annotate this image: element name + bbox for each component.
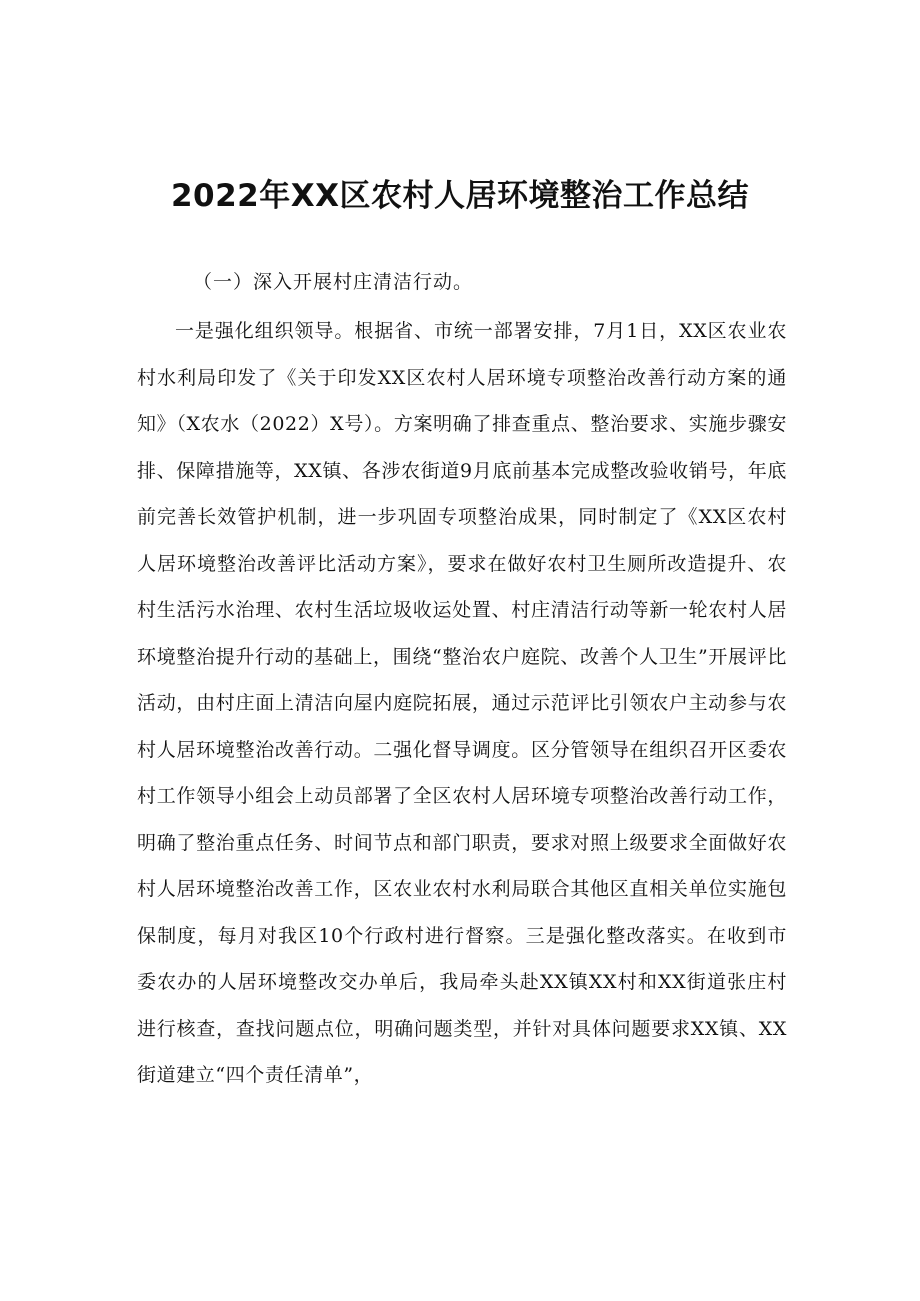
body-paragraph: 一是强化组织领导。根据省、市统一部署安排，7月1日，XX区农业农村水利局印发了《关于印发XX区农村人居环境专项整治改善行动方案的通知》（X农水（2022）X号）。方案明确了排查重点、整治要求、实施步骤安排、保障措施等，XX镇、各涉农街道9月底前基本完成整改验收销号，年底前完善长效管护机制，进一步巩固专项整治成果，同时制定了《XX区农村人居环境整治改善评比活动方案》，要求在做好农村卫生厕所改造提升、农村生活污水治理、农村生活垃圾收运处置、村庄清洁行动等新一轮农村人居环境整治提升行动的基础上，围绕“整治农户庭院、改善个人卫生”开展评比活动，由村庄面上清洁向屋内庭院拓展，通过示范评比引领农户主动参与农村人居环境整治改善行动。二强化督导调度。区分管领导在组织召开区委农村工作领导小组会上动员部署了全区农村人居环境专项整治改善行动工作，明确了整治重点任务、时间节点和部门职责，要求对照上级要求全面做好农村人居环境整治改善工作，区农业农村水利局联合其他区直相关单位实施包保制度，每月对我区10个行政村进行督察。三是强化整改落实。在收到市委农办的人居环境整改交办单后，我局牵头赴XX镇XX村和XX街道张庄村进行核查，查找问题点位，明确问题类型，并针对具体问题要求XX镇、XX街道建立“四个责任清单”， <box>137 320 787 1086</box>
document-title: 2022年XX区农村人居环境整治工作总结 <box>170 178 750 214</box>
section-heading: （一）深入开展村庄清洁行动。 <box>193 271 474 293</box>
